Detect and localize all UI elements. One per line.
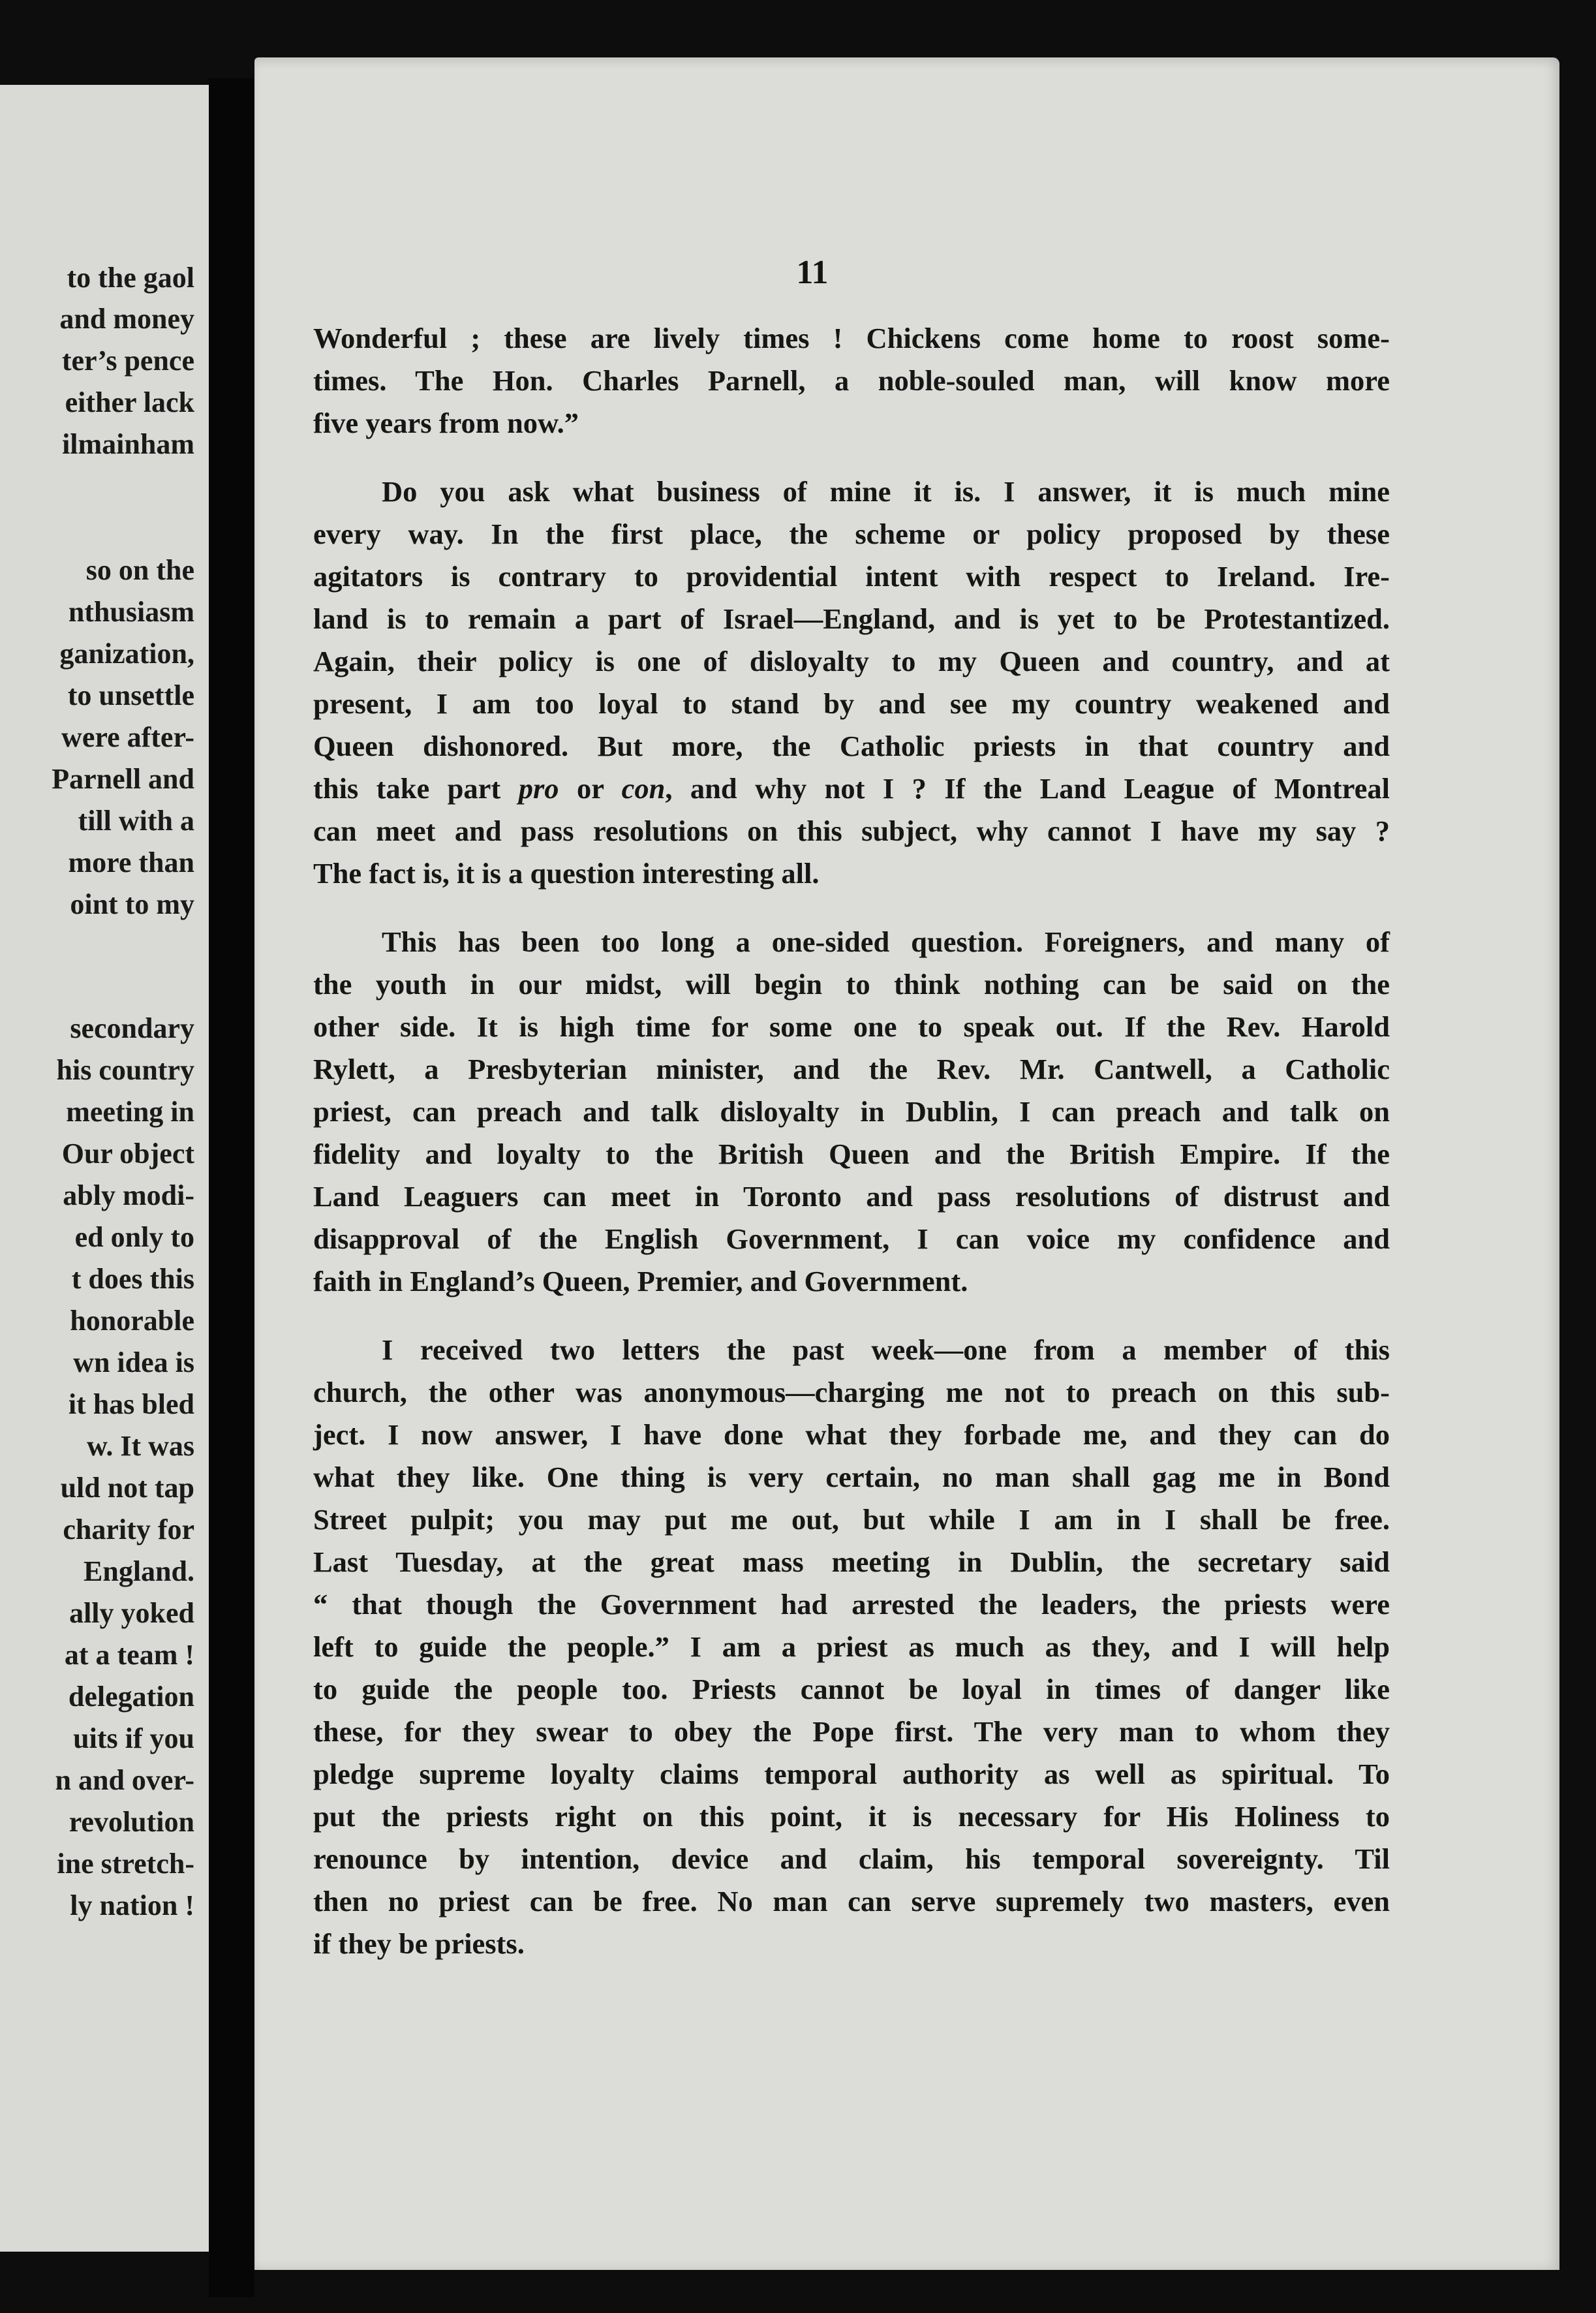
previous-page-line: ter’s pence xyxy=(61,345,194,377)
text-line: what they like. One thing is very certain, no man shall gag me in Bond xyxy=(313,1461,1390,1493)
text-line: church, the other was anonymous—charging me not to preach on this sub- xyxy=(313,1376,1390,1408)
paragraph xyxy=(313,317,1390,444)
text-line: renounce by intention, device and claim, his temporal sovereignty. Til xyxy=(313,1842,1390,1875)
previous-page-line: ed only to xyxy=(74,1221,194,1253)
previous-page-line: to unsettle xyxy=(67,679,194,711)
text-line: to guide the people too. Priests cannot be loyal in times of danger like xyxy=(313,1673,1390,1705)
text-line: if they be priests. xyxy=(313,1927,525,1960)
previous-page-line: at a team ! xyxy=(64,1639,194,1671)
previous-page-line: Our object xyxy=(61,1138,194,1170)
text-line: faith in England’s Queen, Premier, and Government. xyxy=(313,1265,968,1297)
previous-page-line: honorable xyxy=(70,1305,194,1337)
previous-page-line: charity for xyxy=(63,1514,194,1545)
page-11 xyxy=(254,57,1559,2270)
previous-page-line: it has bled xyxy=(68,1388,194,1420)
previous-page-line: secondary xyxy=(70,1012,194,1044)
text-line: put the priests right on this point, it is necessary for His Holiness to xyxy=(313,1800,1390,1833)
text-line: these, for they swear to obey the Pope first. The very man to whom they xyxy=(313,1715,1390,1748)
paragraph xyxy=(313,921,1390,1303)
paragraph xyxy=(313,1329,1390,1965)
book-gutter xyxy=(209,78,254,2297)
page-body xyxy=(313,317,1390,1991)
previous-page-line: delegation xyxy=(68,1681,194,1713)
text-line: can meet and pass resolutions on this subject, why cannot I have my say ? xyxy=(313,815,1390,847)
text-line: times. The Hon. Charles Parnell, a noble-souled man, will know more xyxy=(313,364,1390,397)
text-line: Last Tuesday, at the great mass meeting in Dublin, the secretary said xyxy=(313,1545,1390,1578)
paragraph xyxy=(313,471,1390,895)
previous-page-line: ally yoked xyxy=(69,1597,194,1629)
text-line: every way. In the first place, the scheme or policy proposed by these xyxy=(313,518,1390,550)
text-line: Do you ask what business of mine it is. I answer, it is much mine xyxy=(382,475,1390,508)
text-line: land is to remain a part of Israel—England, and is yet to be Protestantized. xyxy=(313,602,1390,635)
text-line: pledge supreme loyalty claims temporal authority as well as spiritual. To xyxy=(313,1758,1390,1790)
previous-page-line: either lack xyxy=(65,386,194,418)
text-line: the youth in our midst, will begin to think nothing can be said on the xyxy=(313,968,1390,1001)
text-line: Wonderful ; these are lively times ! Chickens come home to roost some- xyxy=(313,322,1390,354)
text-line: Land Leaguers can meet in Toronto and pass resolutions of distrust and xyxy=(313,1180,1390,1213)
text-line: “ that though the Government had arrested the leaders, the priests were xyxy=(313,1588,1390,1621)
text-line: Rylett, a Presbyterian minister, and the Rev. Mr. Cantwell, a Catholic xyxy=(313,1053,1390,1085)
text-line: disapproval of the English Government, I can voice my confidence and xyxy=(313,1222,1390,1255)
previous-page-line: were after- xyxy=(61,721,194,753)
text-line: fidelity and loyalty to the British Queen and the British Empire. If the xyxy=(313,1138,1390,1170)
previous-page-line: ilmainham xyxy=(62,428,194,460)
previous-page-line: Parnell and xyxy=(52,763,194,795)
previous-page-line: nthusiasm xyxy=(68,596,194,628)
text-line: Street pulpit; you may put me out, but while I am in I shall be free. xyxy=(313,1503,1390,1536)
text-line: agitators is contrary to providential intent with respect to Ireland. Ire- xyxy=(313,560,1390,593)
previous-page-line: England. xyxy=(84,1555,194,1587)
text-line: other side. It is high time for some one to speak out. If the Rev. Harold xyxy=(313,1010,1390,1043)
page-number: 11 xyxy=(796,254,829,291)
previous-page-line: so on the xyxy=(85,554,194,586)
previous-page-line: ably modi- xyxy=(63,1179,194,1211)
text-line: The fact is, it is a question interesting all. xyxy=(313,857,820,890)
previous-page-line: more than xyxy=(68,846,194,878)
text-line: I received two letters the past week—one from a member of this xyxy=(382,1333,1390,1366)
previous-page-line: w. It was xyxy=(86,1430,194,1462)
text-line: then no priest can be free. No man can serve supremely two masters, even xyxy=(313,1885,1390,1917)
previous-page-line: revolution xyxy=(69,1806,194,1838)
text-line: priest, can preach and talk disloyalty in Dublin, I can preach and talk on xyxy=(313,1095,1390,1128)
previous-page-line: ly nation ! xyxy=(70,1889,194,1921)
text-line: present, I am too loyal to stand by and see my country weakened and xyxy=(313,687,1390,720)
text-line: five years from now.” xyxy=(313,407,579,439)
previous-page-line: uits if you xyxy=(73,1722,194,1754)
text-line: Queen dishonored. But more, the Catholic priests in that country and xyxy=(313,730,1390,762)
previous-page-fragment xyxy=(0,85,209,2252)
previous-page-line: till with a xyxy=(78,805,194,837)
previous-page-line: wn idea is xyxy=(73,1346,194,1378)
previous-page-line: uld not tap xyxy=(60,1472,194,1504)
text-line: this take part pro or con, and why not I ? If the Land League of Montreal xyxy=(313,772,1390,805)
text-line: left to guide the people.” I am a priest as much as they, and I will help xyxy=(313,1630,1390,1663)
previous-page-line: oint to my xyxy=(70,888,194,920)
text-line: ject. I now answer, I have done what they forbade me, and they can do xyxy=(313,1418,1390,1451)
previous-page-line: t does this xyxy=(71,1263,194,1295)
text-line: Again, their policy is one of disloyalty to my Queen and country, and at xyxy=(313,645,1390,677)
previous-page-line: to the gaol xyxy=(67,262,194,294)
previous-page-line: meeting in xyxy=(66,1096,194,1128)
previous-page-line: ine stretch- xyxy=(57,1848,194,1880)
text-line: This has been too long a one-sided question. Foreigners, and many of xyxy=(382,925,1390,958)
previous-page-line: and money xyxy=(59,303,194,335)
previous-page-line: his country xyxy=(56,1054,194,1086)
previous-page-line: n and over- xyxy=(55,1764,194,1796)
previous-page-line: ganization, xyxy=(59,638,194,670)
